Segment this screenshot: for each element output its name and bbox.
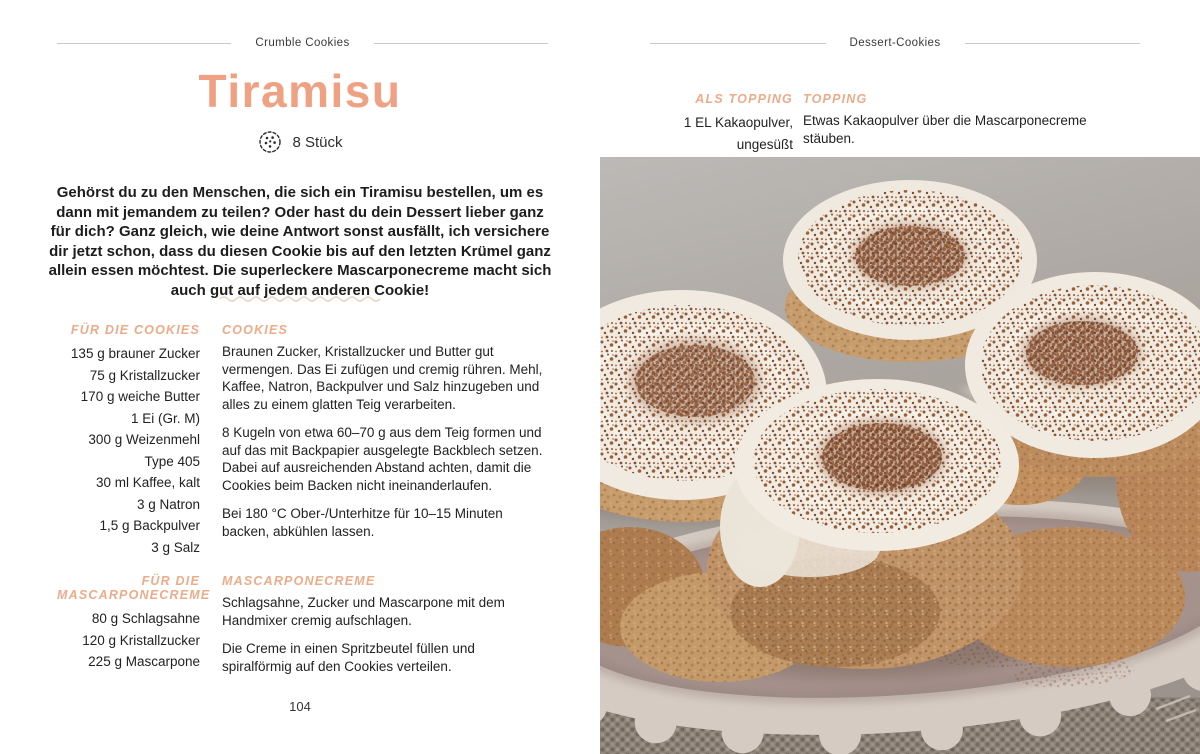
cookie-icon bbox=[257, 129, 283, 155]
ingredients-block-mascarpone bbox=[57, 574, 211, 675]
ingredient-item: 120 g Kristallzucker bbox=[82, 632, 200, 648]
header-rule-right bbox=[374, 43, 548, 44]
ingredient-item: 225 g Mascarpone bbox=[88, 654, 200, 669]
header-rule-left bbox=[650, 43, 826, 44]
topping-step: Etwas Kakaopulver über die Mascarponecreme stäuben. bbox=[803, 113, 1087, 146]
photo-illustration bbox=[600, 157, 1200, 754]
ingredient-item: 170 g weiche Butter bbox=[80, 389, 200, 404]
chapter-label-left: Crumble Cookies bbox=[255, 37, 350, 49]
topping-columns bbox=[650, 92, 1133, 155]
steps-heading-topping: TOPPING bbox=[803, 92, 868, 106]
ingredients-list-cookies bbox=[57, 343, 200, 558]
ingredient-item: 1 EL Kakaopulver, ungesüßt bbox=[683, 115, 793, 152]
ingredients-block-cookies bbox=[57, 323, 200, 558]
squiggle-divider bbox=[219, 294, 381, 304]
steps-block-cookies bbox=[222, 323, 544, 558]
steps-heading-cookies: COOKIES bbox=[222, 323, 289, 337]
tiramisu-cookies-photo bbox=[600, 157, 1200, 754]
ingredients-list-topping bbox=[650, 112, 793, 155]
ingredients-heading-topping: ALS TOPPING bbox=[695, 92, 793, 106]
ingredient-item: 75 g Kristallzucker bbox=[89, 367, 200, 383]
photo-cookie-front-bitten bbox=[707, 379, 1023, 669]
recipe-columns bbox=[57, 323, 544, 675]
steps-block-topping bbox=[803, 92, 1133, 155]
left-running-head bbox=[57, 37, 548, 49]
step-paragraph: 8 Kugeln von etwa 60–70 g aus dem Teig formen und auf das mit Backpapier ausgelegte Backblech setzen. Dabei auf ausreichenden Abstand achten, damit die Cookies beim Backen nicht ineinanderlaufen. bbox=[222, 425, 543, 493]
header-rule-right bbox=[965, 43, 1141, 44]
steps-list-cookies bbox=[222, 343, 544, 540]
ingredients-block-topping bbox=[650, 92, 793, 155]
step-paragraph: Braunen Zucker, Kristallzucker und Butter gut vermengen. Das Ei zufügen und cremig rühren. Mehl, Kaffee, Natron, Backpulver und Salz hinzugeben und alles zu einem glatten Teig verarbeiten. bbox=[222, 344, 543, 412]
step-paragraph: Schlagsahne, Zucker und Mascarpone mit dem Handmixer cremig aufschlagen. bbox=[222, 595, 505, 628]
step-paragraph: Die Creme in einen Spritzbeutel füllen und spiralförmig auf den Cookies verteilen. bbox=[222, 641, 475, 674]
ingredient-item: 30 ml Kaffee, kalt bbox=[95, 475, 200, 490]
ingredient-item: 1,5 g Backpulver bbox=[99, 518, 200, 533]
ingredients-heading-cookies: FÜR DIE COOKIES bbox=[70, 323, 200, 337]
header-rule-left bbox=[57, 43, 231, 44]
right-page bbox=[600, 0, 1200, 754]
recipe-title: Tiramisu bbox=[198, 65, 402, 117]
recipe-intro: Gehörst du zu den Menschen, die sich ein Tiramisu bestellen, um es dann mit jemandem zu teilen? Oder hast du dein Dessert lieber ganz für dich? Ganz gleich, wie deine Antwort sonst ausfällt, ich versichere dir jetzt schon, dass du diesen Cookie bis auf den letzten Krümel ganz allein essen möchtest. Die superleckere Mascarponecreme macht sich auch gut auf jedem anderen Cookie! bbox=[48, 184, 552, 299]
steps-block-mascarpone bbox=[222, 574, 544, 675]
steps-heading-mascarpone: MASCARPONECREME bbox=[222, 574, 376, 588]
ingredient-item: 1 Ei (Gr. M) bbox=[130, 410, 200, 426]
ingredients-list-mascarpone bbox=[57, 608, 200, 673]
steps-list-mascarpone bbox=[222, 594, 544, 675]
step-paragraph: Bei 180 °C Ober-/Unterhitze für 10–15 Minuten backen, abkühlen lassen. bbox=[222, 506, 503, 539]
ingredient-item: 300 g Weizenmehl Type 405 bbox=[88, 432, 200, 469]
ingredient-item: 3 g Salz bbox=[151, 539, 200, 555]
yield-row bbox=[0, 129, 600, 155]
page-number: 104 bbox=[289, 699, 311, 714]
chapter-label-right: Dessert-Cookies bbox=[849, 37, 941, 49]
ingredient-item: 80 g Schlagsahne bbox=[91, 611, 200, 626]
ingredient-item: 3 g Natron bbox=[136, 496, 200, 512]
ingredients-heading-mascarpone: FÜR DIE MASCARPONECREME bbox=[57, 574, 211, 602]
yield-label: 8 Stück bbox=[292, 133, 343, 151]
ingredient-item: 135 g brauner Zucker bbox=[70, 346, 200, 361]
right-running-head bbox=[650, 37, 1140, 49]
